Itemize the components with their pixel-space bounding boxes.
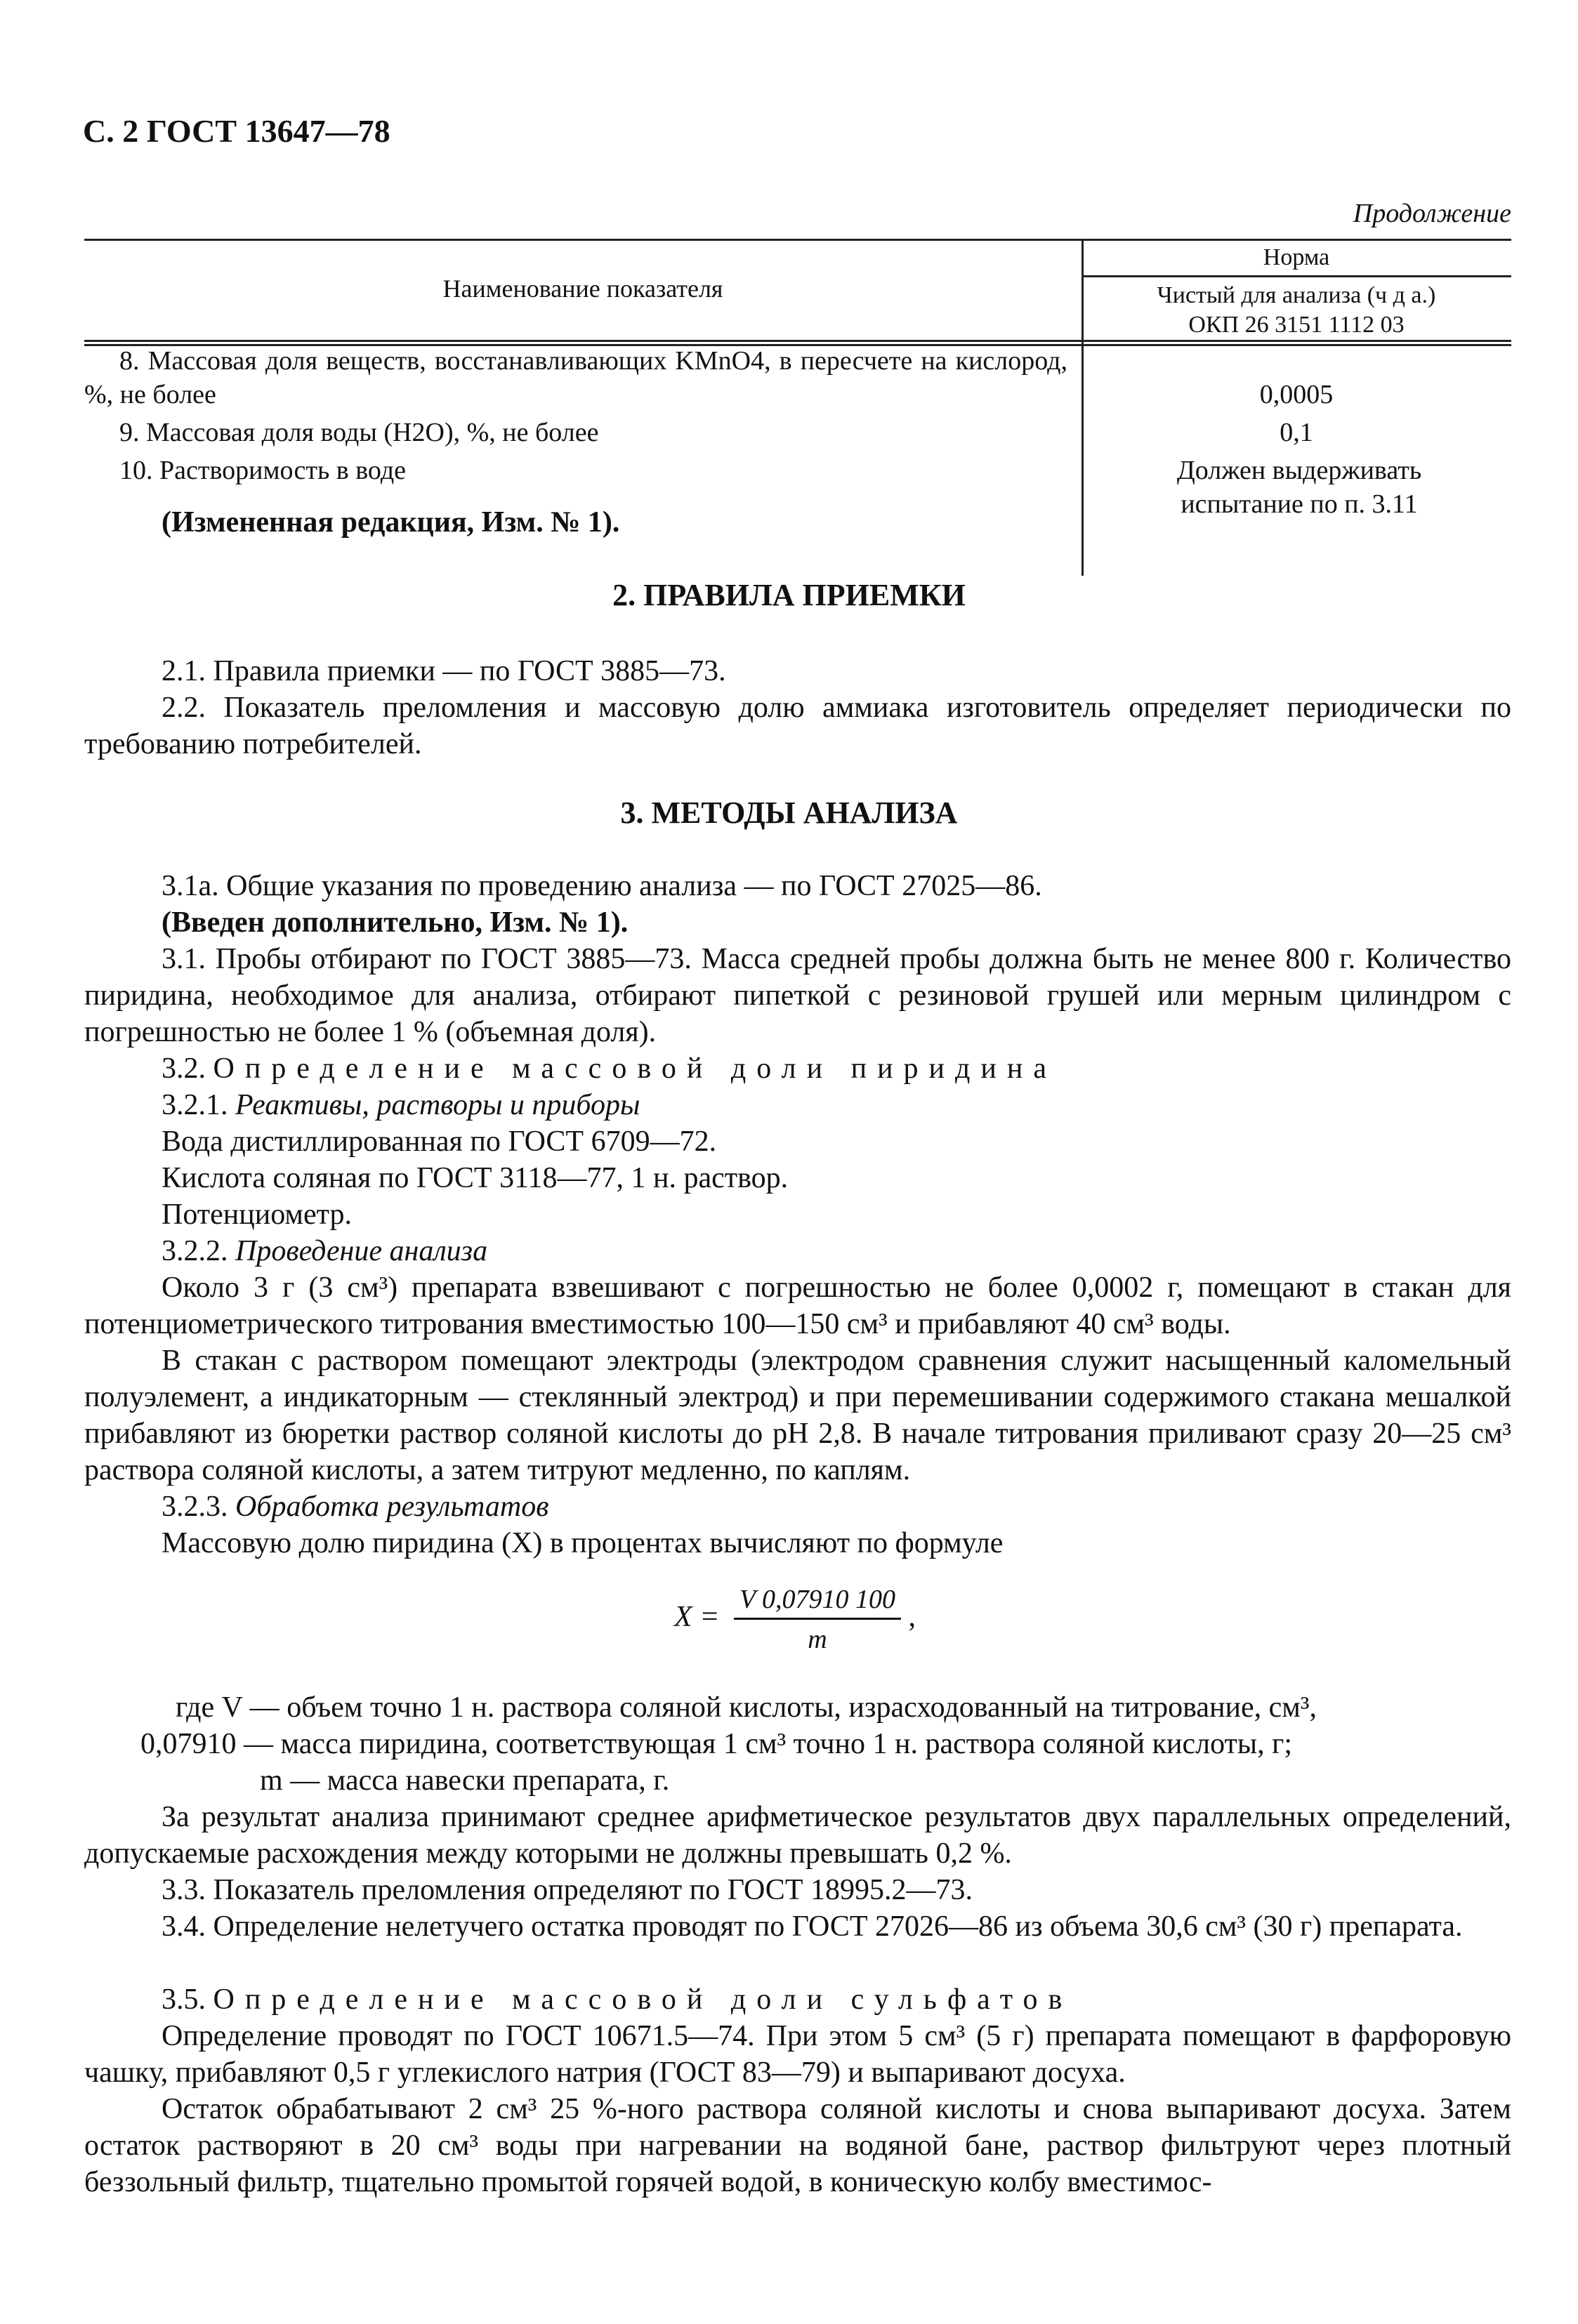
paragraph-3-3: 3.3. Показатель преломления определяют по ГОСТ 18995.2—73. bbox=[162, 1874, 973, 1906]
section-3-title: 3. МЕТОДЫ АНАЛИЗА bbox=[620, 795, 958, 830]
paragraph-3-2-2-title: Проведение анализа bbox=[235, 1235, 488, 1267]
paragraph-3-2-1-title: Реактивы, растворы и приборы bbox=[235, 1089, 640, 1121]
paragraph-3-2-number: 3.2. bbox=[162, 1052, 206, 1085]
paragraph-3-5-text2: Остаток обрабатывают 2 см³ 25 %-ного раствора соляной кислоты и снова выпаривают досуха. Затем остаток растворяют в 20 см³ воды при нагревании на водяной бане, раствор фильтруют через плотный беззольный фильтр, тщательно промытой горячей водой, в коническую колбу вместимос- bbox=[84, 2093, 1511, 2198]
paragraph-result: За результат анализа принимают среднее арифметическое результатов двух параллельных определений, допускаемые расхождения между которыми не должны превышать 0,2 %. bbox=[84, 1801, 1511, 1870]
table-row-value: 0,1 bbox=[1280, 418, 1313, 447]
paragraph-3-2-3-title: Обработка результатов bbox=[235, 1491, 549, 1523]
paragraph-3-1a-note: (Введен дополнительно, Изм. № 1). bbox=[162, 906, 629, 939]
paragraph-2-1: 2.1. Правила приемки — по ГОСТ 3885—73. bbox=[162, 655, 726, 687]
page-header: С. 2 ГОСТ 13647—78 bbox=[83, 113, 390, 149]
table-row-name: 8. Массовая доля веществ, восстанавливающих KMnO4, в пересчете на кислород, %, не более bbox=[84, 346, 1067, 409]
paragraph-3-2-1-number: 3.2.1. bbox=[162, 1089, 228, 1121]
reagent-water: Вода дистиллированная по ГОСТ 6709—72. bbox=[162, 1125, 717, 1158]
table-row-value: 0,0005 bbox=[1259, 380, 1334, 409]
paragraph-3-1: 3.1. Пробы отбирают по ГОСТ 3885—73. Масса средней пробы должна быть не менее 800 г. Количество пиридина, необходимое для анализа, отбирают пипеткой с резиновой грушей или мерным цилиндром с погрешностью не более 1 % (объемная доля). bbox=[84, 943, 1511, 1048]
formula-lhs: X = bbox=[674, 1601, 720, 1634]
section-2-title: 2. ПРАВИЛА ПРИЕМКИ bbox=[612, 578, 966, 612]
paragraph-3-5 bbox=[84, 1981, 1511, 2018]
formula-where-1: где V — объем точно 1 н. раствора соляной кислоты, израсходованный на титрование, см³, bbox=[176, 1691, 1317, 1724]
table-row-name: 10. Растворимость в воде bbox=[119, 456, 407, 485]
formula-denominator: m bbox=[808, 1625, 827, 1654]
paragraph-3-2-2-text2: В стакан с раствором помещают электроды (электродом сравнения служит насыщенный каломельный полуэлемент, а индикаторным — стеклянный электрод) и при перемешивании содержимого стакана мешалкой прибавляют из бюретки раствор соляной кислоты до pH 2,8. В начале титрования приливают сразу 20—25 см³ раствора соляной кислоты, а затем титруют медленно, по каплям. bbox=[84, 1345, 1511, 1486]
paragraph-3-5-title: Определение массовой доли сульфатов bbox=[213, 1983, 1073, 2016]
table-top-rule bbox=[84, 239, 1511, 241]
table-header-norm: Норма bbox=[1263, 244, 1330, 270]
paragraph-3-2 bbox=[84, 1050, 1511, 1087]
table-row-value: Должен выдерживать испытание по п. 3.11 bbox=[1176, 456, 1422, 519]
paragraph-3-1a: 3.1а. Общие указания по проведению анализа — по ГОСТ 27025—86. bbox=[162, 870, 1042, 902]
paragraph-3-5-text: Определение проводят по ГОСТ 10671.5—74. При этом 5 см³ (5 г) препарата помещают в фарфоровую чашку, прибавляют 0,5 г углекислого натрия (ГОСТ 83—79) и выпаривают досуха. bbox=[84, 2020, 1511, 2089]
paragraph-3-2-2-number: 3.2.2. bbox=[162, 1235, 228, 1267]
table-amendment-note: (Измененная редакция, Изм. № 1). bbox=[162, 506, 620, 539]
table-header-name: Наименование показателя bbox=[442, 275, 723, 303]
table-header-norm-okp: ОКП 26 3151 1112 03 bbox=[1188, 312, 1405, 338]
paragraph-3-2-2-text: Около 3 г (3 см³) препарата взвешивают с погрешностью не более 0,0002 г, помещают в стакан для потенциометрического титрования вместимостью 100—150 см³ и прибавляют 40 см³ воды. bbox=[84, 1272, 1511, 1340]
reagent-potentiometer: Потенциометр. bbox=[162, 1199, 352, 1231]
paragraph-3-2-3 bbox=[84, 1488, 1511, 1525]
pyridine-formula bbox=[674, 1584, 916, 1655]
table-row-name: 9. Массовая доля воды (H2O), %, не более bbox=[119, 418, 599, 447]
paragraph-2-2: 2.2. Показатель преломления и массовую долю аммиака изготовитель определяет периодически по требованию потребителей. bbox=[84, 692, 1511, 760]
paragraph-3-2-2 bbox=[84, 1233, 1511, 1269]
table-header-subrule bbox=[1081, 275, 1511, 277]
reagent-acid: Кислота соляная по ГОСТ 3118—77, 1 н. раствор. bbox=[162, 1162, 789, 1194]
paragraph-3-2-title: Определение массовой доли пиридина bbox=[213, 1052, 1057, 1085]
table-header-norm-grade: Чистый для анализа (ч д а.) bbox=[1157, 282, 1436, 308]
formula-tail: , bbox=[908, 1601, 916, 1634]
paragraph-3-2-3-text: Массовую долю пиридина (X) в процентах вычисляют по формуле bbox=[162, 1527, 1004, 1559]
paragraph-3-4: 3.4. Определение нелетучего остатка проводят по ГОСТ 27026—86 из объема 30,6 см³ (30 г) препарата. bbox=[162, 1910, 1463, 1943]
table-continuation-label: Продолжение bbox=[1353, 199, 1511, 228]
paragraph-3-5-number: 3.5. bbox=[162, 1983, 206, 2016]
table-header-rule bbox=[84, 340, 1511, 342]
formula-fraction bbox=[734, 1584, 901, 1655]
paragraph-3-2-1 bbox=[84, 1087, 1511, 1123]
paragraph-3-2-3-number: 3.2.3. bbox=[162, 1491, 228, 1523]
formula-numerator: V 0,07910 100 bbox=[734, 1584, 901, 1620]
formula-where-3: m — масса навески препарата, г. bbox=[260, 1764, 670, 1797]
formula-where-2: 0,07910 — масса пиридина, соответствующая 1 см³ точно 1 н. раствора соляной кислоты, г; bbox=[140, 1728, 1293, 1760]
